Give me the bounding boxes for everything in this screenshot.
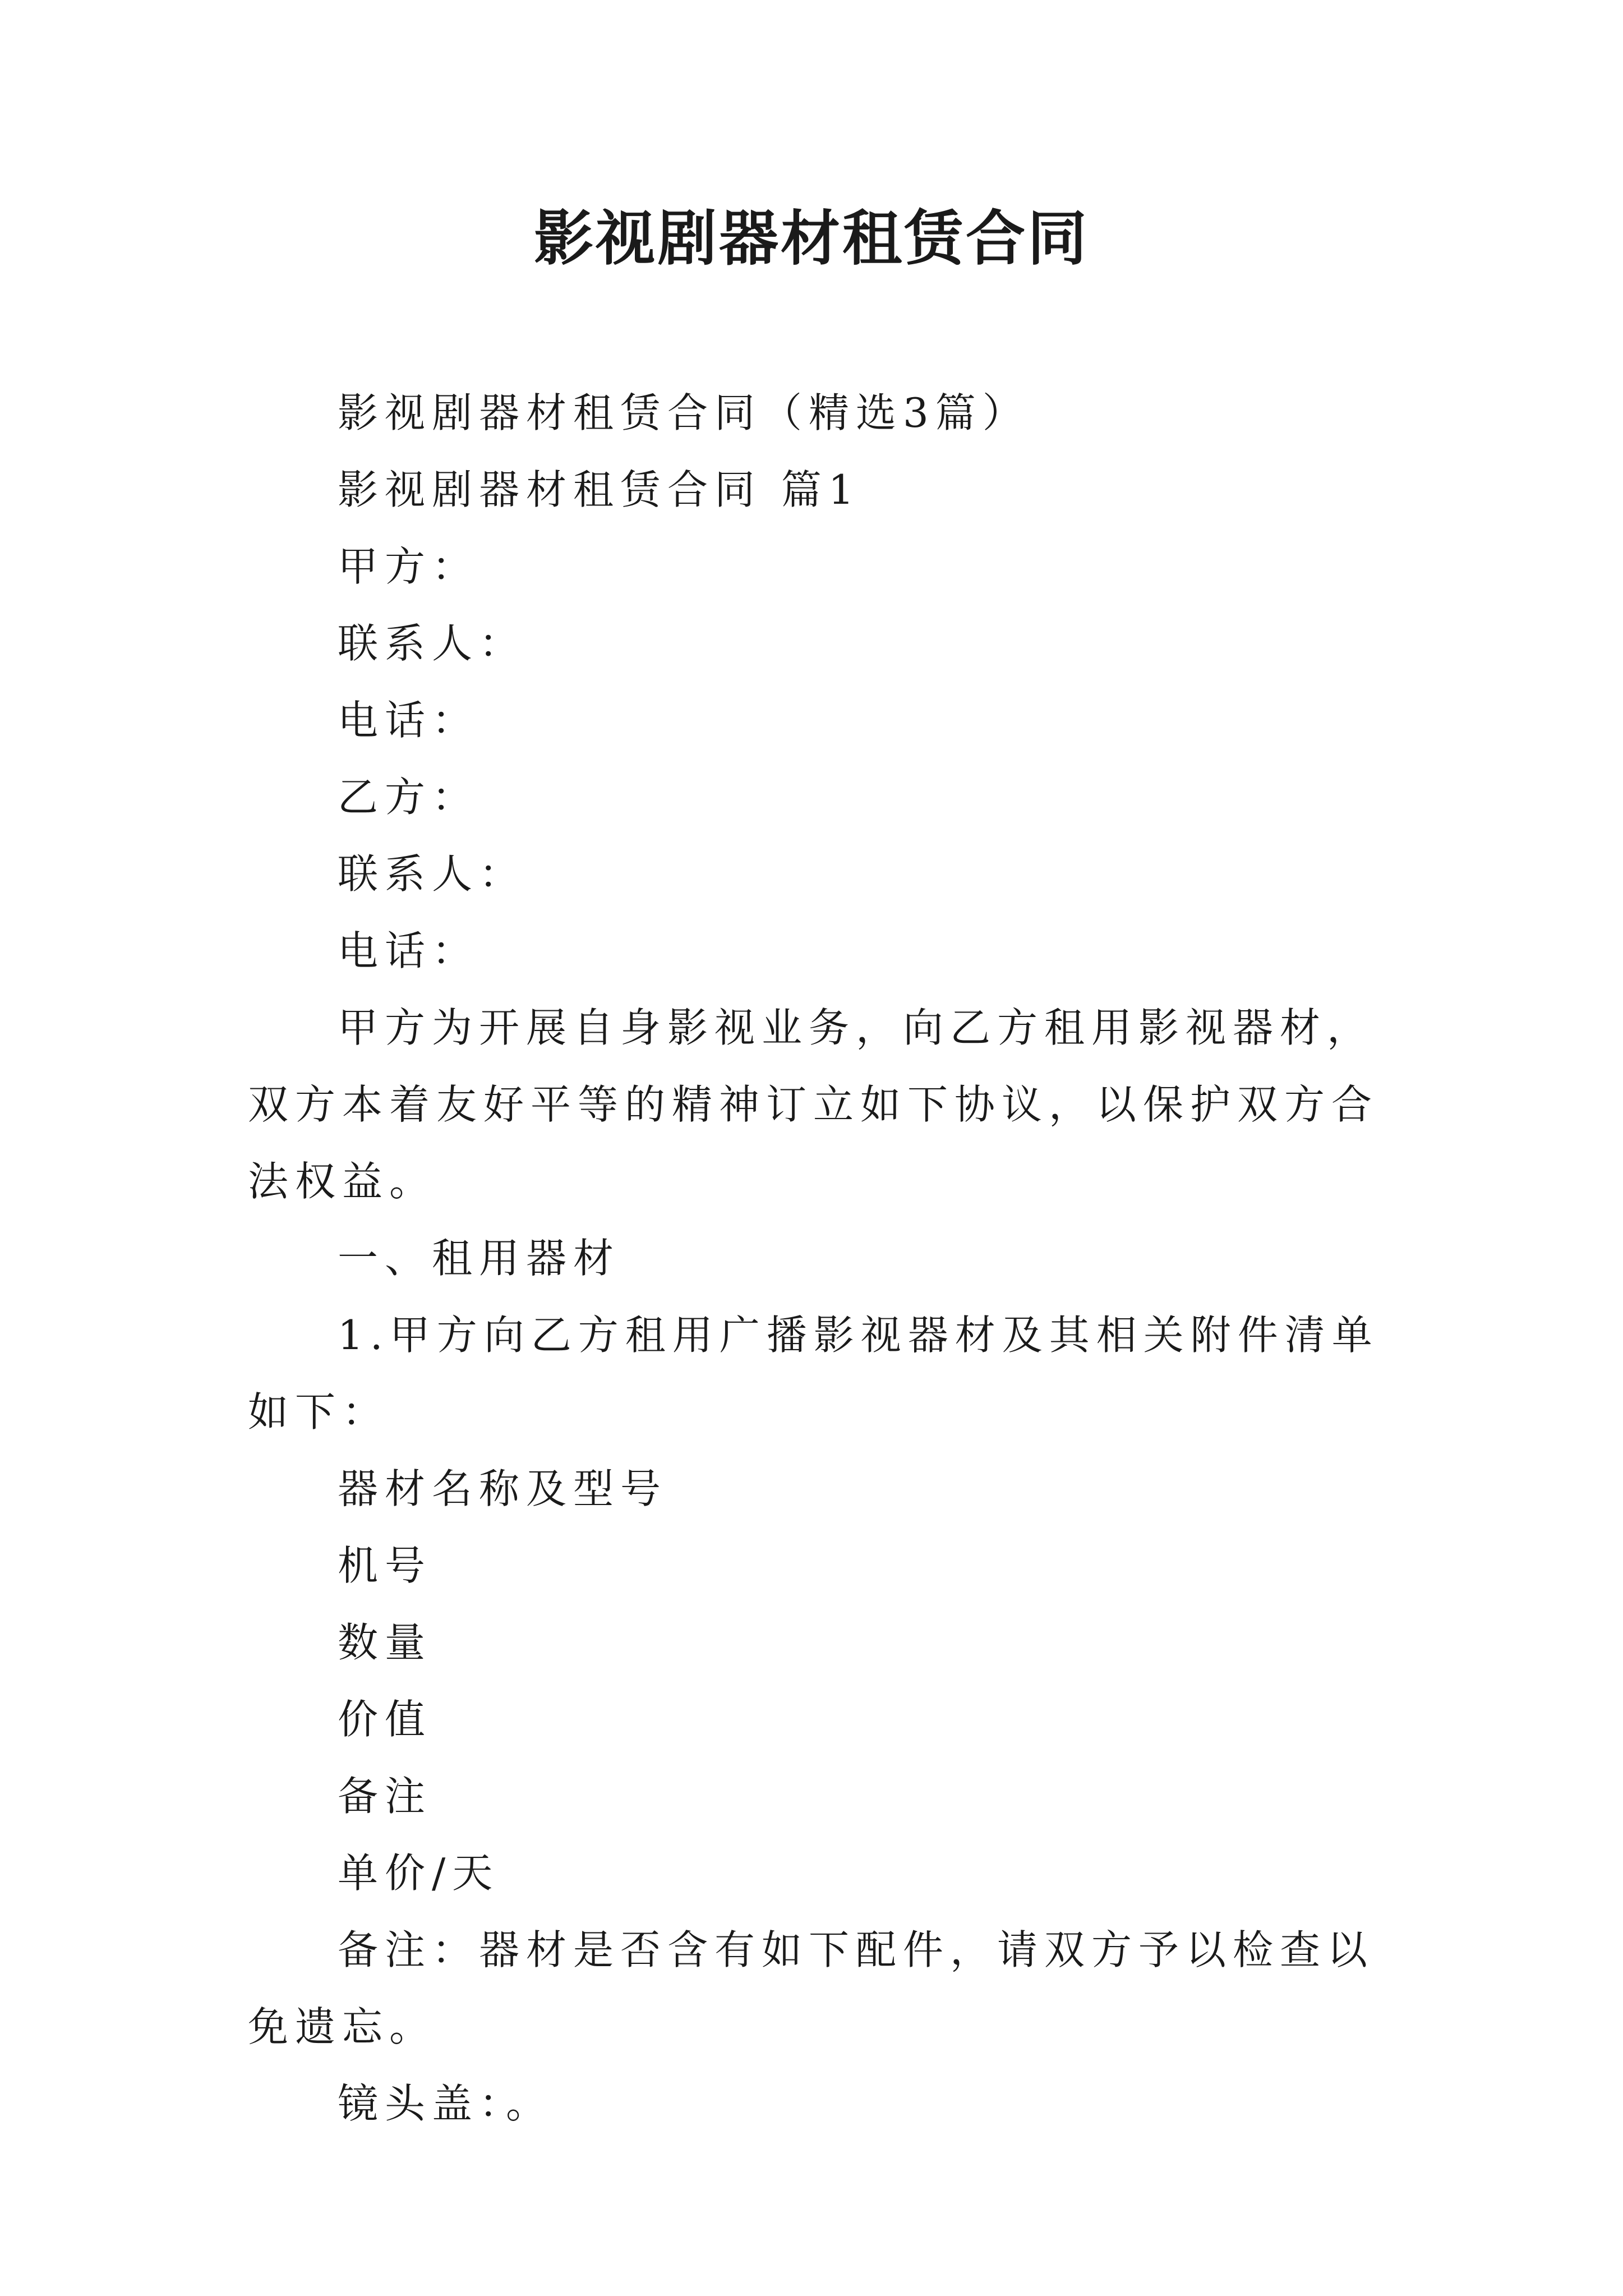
paragraph-clause-heading: 一、租用器材 bbox=[338, 1235, 621, 1282]
paragraph-intro: 甲方为开展自身影视业务，向乙方租用影视器材，双方本着友好平等的精神订立如下协议，以保护双方合法权益。 bbox=[248, 1004, 1379, 1205]
paragraph-item-value: 价值 bbox=[338, 1696, 432, 1743]
paragraph-lens-cap: 镜头盖：。 bbox=[338, 2080, 554, 2127]
paragraph-item-quantity: 数量 bbox=[338, 1619, 432, 1666]
paragraph-item-remark: 备注 bbox=[338, 1773, 432, 1820]
paragraph-section-heading: 影视剧器材租赁合同 篇1 bbox=[338, 466, 861, 513]
paragraph-item-name: 器材名称及型号 bbox=[338, 1465, 668, 1512]
paragraph-item-number: 机号 bbox=[338, 1542, 432, 1589]
paragraph-party-a: 甲方： bbox=[338, 543, 479, 590]
paragraph-party-b: 乙方： bbox=[338, 774, 479, 821]
document-title: 影视剧器材租赁合同 bbox=[534, 203, 1089, 273]
paragraph-item-unit-price: 单价/天 bbox=[338, 1849, 500, 1897]
paragraph-clause-1: 1.甲方向乙方租用广播影视器材及其相关附件清单如下： bbox=[248, 1312, 1379, 1435]
paragraph-party-b-phone: 电话： bbox=[338, 927, 479, 974]
paragraph-party-a-phone: 电话： bbox=[338, 697, 479, 744]
document-body bbox=[248, 375, 1381, 2142]
paragraph-party-b-contact: 联系人： bbox=[338, 850, 527, 898]
paragraph-party-a-contact: 联系人： bbox=[338, 620, 527, 667]
paragraph-subtitle: 影视剧器材租赁合同（精选3篇） bbox=[338, 389, 1030, 436]
paragraph-accessory-note: 备注：器材是否含有如下配件，请双方予以检查以免遗忘。 bbox=[248, 1926, 1375, 2050]
